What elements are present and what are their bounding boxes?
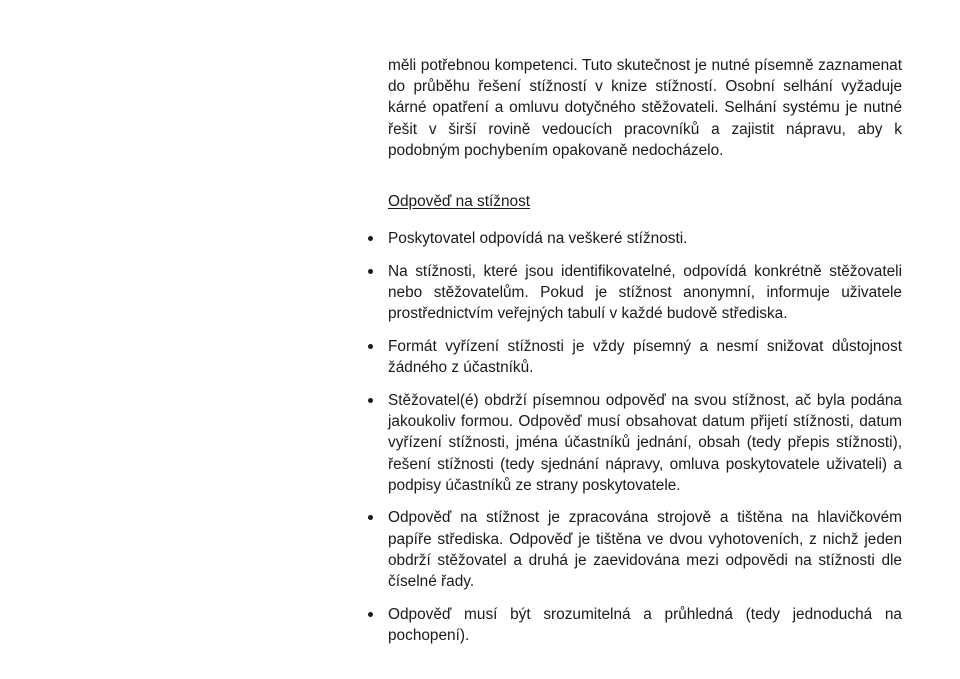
list-item-text: Formát vyřízení stížnosti je vždy písemný a nesmí snižovat důstojnost žádného z účastníků.: [388, 338, 902, 377]
bullet-icon: [368, 515, 373, 520]
bullet-list: [388, 228, 902, 646]
list-item-text: Stěžovatel(é) obdrží písemnou odpověď na svou stížnost, ač byla podána jakoukoliv formou. Odpověď musí obsahovat datum přijetí stížnosti, datum vyřízení stížnosti, jména účastníků jednání, obsah (tedy přepis stížnosti), řešení stížnosti (tedy sjednání nápravy, omluva poskytovatele uživateli) a podpisy účastníků ze strany poskytovatele.: [388, 391, 902, 494]
list-item: [388, 228, 902, 249]
bullet-icon: [368, 344, 373, 349]
list-item-text: Na stížnosti, které jsou identifikovatelné, odpovídá konkrétně stěžovateli nebo stěžovatelům. Pokud je stížnost anonymní, informuje uživatele prostřednictvím veřejných tabulí v každé budově střediska.: [388, 262, 902, 323]
section-heading: Odpověď na stížnost: [388, 193, 531, 211]
list-item-text: Odpověď musí být srozumitelná a průhledná (tedy jednoduchá na pochopení).: [388, 605, 902, 644]
list-item: [388, 604, 902, 646]
list-item: [388, 261, 902, 325]
bullet-icon: [368, 398, 373, 403]
intro-paragraph: měli potřebnou kompetenci. Tuto skutečnost je nutné písemně zaznamenat do průběhu řešení stížností v knize stížností. Osobní selhání vyžaduje kárné opatření a omluvu dotyčného stěžovateli. Selhání systému je nutné řešit v širší rovině vedoucích pracovníků a zajistit nápravu, aby k podobným pochybením opakovaně nedocházelo.: [388, 57, 902, 159]
list-item-text: Odpověď na stížnost je zpracována strojově a tištěna na hlavičkovém papíře střediska. Odpověď je tištěna ve dvou vyhotoveních, z nichž jeden obdrží stěžovatel a druhá je zaevidována mezi odpovědi na stížnosti dle číselné řady.: [388, 509, 902, 591]
bullet-icon: [368, 612, 373, 617]
list-item: [388, 507, 902, 592]
list-item-text: Poskytovatel odpovídá na veškeré stížnosti.: [388, 230, 688, 248]
document-page: [388, 55, 902, 658]
list-item: [388, 390, 902, 496]
bullet-icon: [368, 269, 373, 274]
list-item: [388, 336, 902, 378]
bullet-icon: [368, 236, 373, 241]
